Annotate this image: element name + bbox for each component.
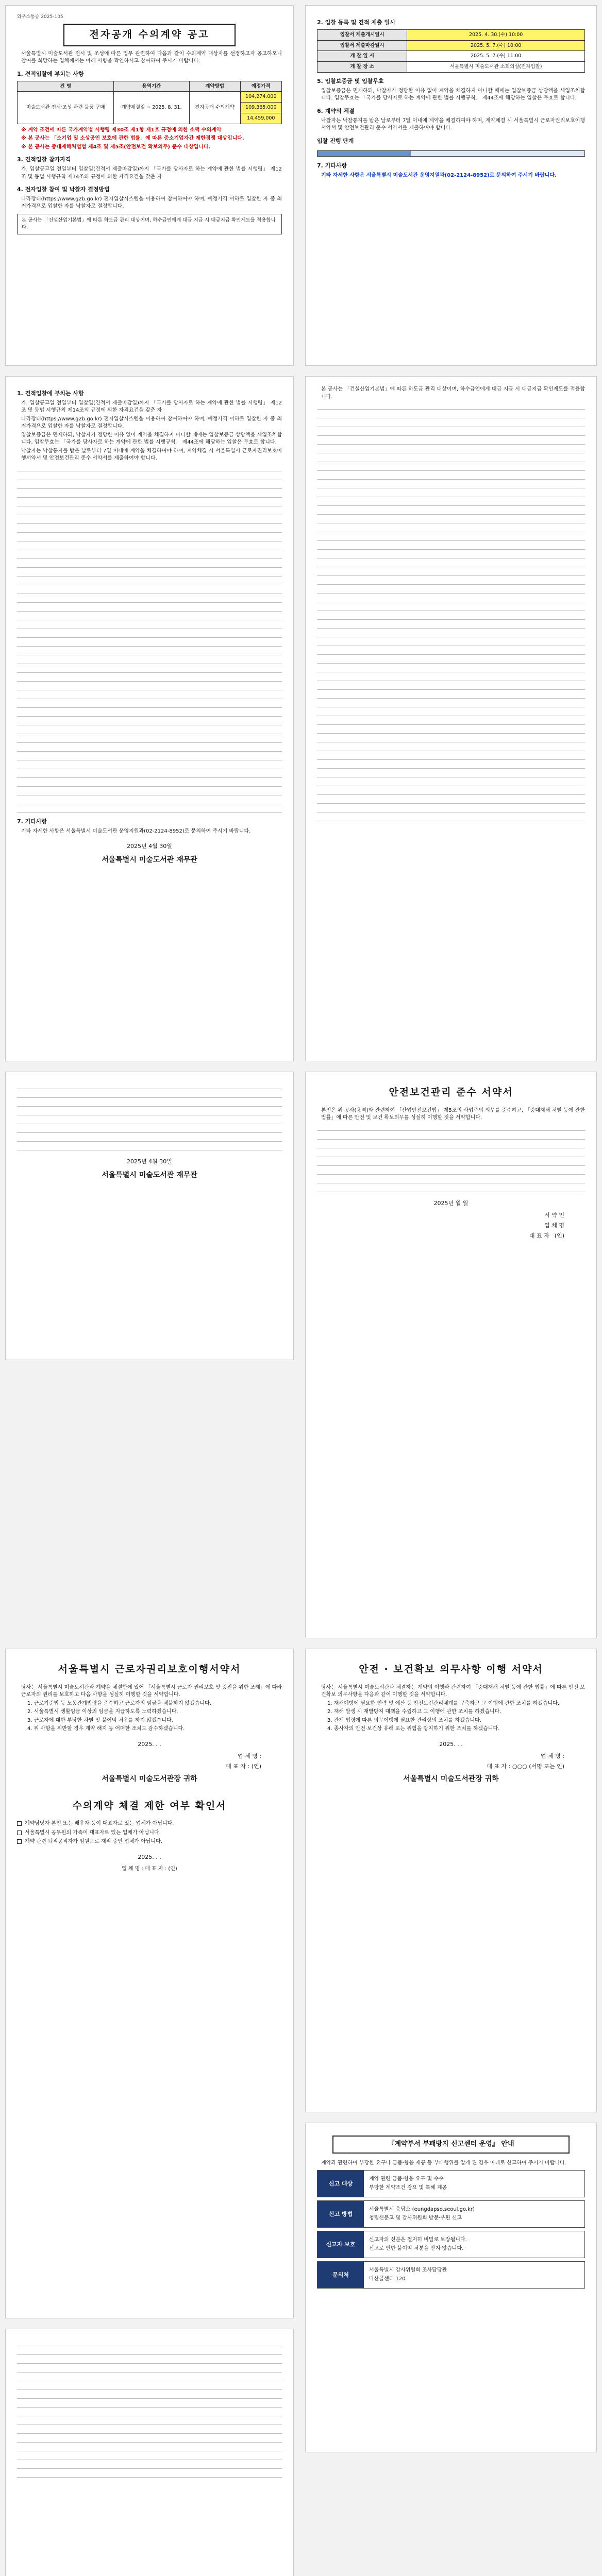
notice-closing-sheet xyxy=(5,1072,294,1360)
health-rep-row xyxy=(338,1762,564,1771)
schedule-table xyxy=(317,29,585,73)
section-7-text-repeat: 기타 자세한 사항은 서울특별시 미술도서관 운영지원과(02-2124-8952)로 문의하여 주시기 바랍니다. xyxy=(21,828,251,834)
bid-table-header-cell: 용역기간 xyxy=(114,81,189,92)
guide-intro: 계약과 관련하여 부당한 요구나 금품·향응 제공 등 부패행위를 알게 된 경우 아래로 신고하여 주시기 바랍니다. xyxy=(321,2160,566,2166)
labor-pledge-sheet xyxy=(5,1649,294,2318)
labor-pledge-title: 서울특별시 근로자권리보호이행서약서 xyxy=(58,1664,241,1675)
notice-title: 전자공개 수의계약 공고 xyxy=(63,24,236,46)
checkbox-icon[interactable] xyxy=(17,1839,22,1844)
section-3-title: 3. 견적입찰 참가자격 xyxy=(17,156,71,163)
table-row xyxy=(317,29,585,40)
closing-date: 2025년 4월 30일 xyxy=(127,843,172,850)
doc-number: 와우소통승 2025-105 xyxy=(17,14,63,20)
table-cell: 서울특별시 미술도서관 소회의실(전자입찰) xyxy=(407,62,585,73)
guide-row xyxy=(317,2170,585,2197)
section-7-title-repeat: 7. 기타사항 xyxy=(17,818,47,825)
section-5-title: 5. 입찰보증금 및 입찰무효 xyxy=(317,78,384,84)
guide-row xyxy=(317,2200,585,2228)
guide-row-value xyxy=(364,2171,584,2197)
labor-item: 1. 근로기준법 등 노동관계법령을 준수하고 근로자의 임금을 체불하지 않겠습니다. xyxy=(27,1700,211,1706)
safety-signer-label: 서 약 인 xyxy=(544,1212,564,1219)
health-addressee: 서울특별시 미술도서관장 귀하 xyxy=(403,1775,499,1784)
health-pledge-sheet xyxy=(305,1649,597,2112)
section-3-text: 가. 입찰공고일 전일부터 입찰일(견적서 제출마감일)까지 「국가를 당사자로 하는 계약에 관한 법률 시행령」 제12조 및 동법 시행규칙 제14조의 규정에 의한 자격요건을 갖춘 자 xyxy=(21,166,282,180)
note-2: ※ 본 공사는 「소기업 및 소상공인 보호에 관한 법률」에 따른 중소기업자간 제한경쟁 대상입니다. xyxy=(21,135,244,142)
body-text-lines xyxy=(317,1124,585,1192)
guide-row-value xyxy=(364,2201,584,2227)
table-cell: 입찰서 제출개시일시 xyxy=(317,29,407,40)
guide-title: 『계약부서 부패방지 신고센터 운영』 안내 xyxy=(332,2136,570,2154)
section-7-text: 기타 자세한 사항은 서울특별시 미술도서관 운영지원과(02-2124-8952)로 문의하여 주시기 바랍니다. xyxy=(321,172,557,178)
section-6-text: 낙찰자는 낙찰통지를 받은 날로부터 7일 이내에 계약을 체결하여야 하며, 계약체결 시 서울특별시 근로자권리보호이행서약서 및 안전보건관리 준수 서약서를 제출하여야 합니다. xyxy=(321,117,585,131)
health-pledge-title: 안전 · 보건확보 의무사항 이행 서약서 xyxy=(359,1664,543,1675)
safety-rep-row xyxy=(338,1232,564,1240)
body-text-lines xyxy=(17,2339,282,2478)
closing-org: 서울특별시 미술도서관 재무관 xyxy=(102,856,197,865)
closing-org-2: 서울특별시 미술도서관 재무관 xyxy=(102,1171,197,1179)
section-6-text-repeat: 낙찰자는 낙찰통지를 받은 날로부터 7일 이내에 계약을 체결하여야 하며, 계약체결 시 서울특별시 근로자권리보호이행서약서 및 안전보건관리 준수 서약서를 제출하여야 합니다. xyxy=(21,448,282,462)
labor-item: 2. 서울특별시 생활임금 이상의 임금을 지급하도록 노력하겠습니다. xyxy=(27,1709,178,1715)
section-4-text: 나라장터(https://www.g2b.go.kr) 전자입찰시스템을 이용하여 참여하여야 하며, 예정가격 이하로 입찰한 자 중 최저가격으로 입찰한 자를 낙찰자로 결정합니다. xyxy=(21,196,282,210)
notice-appendix-sheet xyxy=(5,2329,294,2576)
safety-pledge-title: 안전보건관리 준수 서약서 xyxy=(389,1087,513,1098)
checklist-date: 2025. . . xyxy=(138,1853,161,1860)
health-company-label: 업 체 명 : xyxy=(540,1753,564,1760)
guide-line: 신고로 인한 불이익 처분을 받지 않습니다. xyxy=(369,2245,464,2251)
section-5-text-repeat: 입찰보증금은 면제하되, 낙찰자가 정당한 이유 없이 계약을 체결하지 아니할 때에는 입찰보증금 상당액을 세입조치합니다. 입찰무효는 「국가를 당사자로 하는 계약에 관한 법률 시행규칙」 제44조에 해당하는 입찰은 무효로 합니다. xyxy=(21,432,282,446)
guide-line: 서울특별시 응답소 (eungdapso.seoul.go.kr) xyxy=(369,2207,475,2213)
health-item: 1. 재해예방에 필요한 인력 및 예산 등 안전보건관리체계를 구축하고 그 이행에 관한 조치를 하겠습니다. xyxy=(327,1700,560,1706)
checklist-item-label: 계약담당자 본인 또는 배우자 등이 대표자로 있는 업체가 아닙니다. xyxy=(25,1821,174,1827)
section-5-text: 입찰보증금은 면제하되, 낙찰자가 정당한 이유 없이 계약을 체결하지 아니할 때에는 입찰보증금 상당액을 세입조치합니다. 입찰무효는 「국가를 당사자로 하는 계약에 관한 법률 시행규칙」 제44조에 해당하는 입찰은 무효로 합니다. xyxy=(321,88,585,101)
table-cell: 미술도서관 전시·조성 관련 물품 구매 xyxy=(18,92,114,124)
checklist-item[interactable] xyxy=(17,1838,282,1846)
guide-line: 신고자의 신분은 철저히 비밀로 보장됩니다. xyxy=(369,2237,467,2243)
safety-signer-row xyxy=(338,1211,564,1219)
section-3-text-repeat: 가. 입찰공고일 전일부터 입찰일(견적서 제출마감일)까지 「국가를 당사자로 하는 계약에 관한 법률 시행령」 제12조 및 동법 시행규칙 제14조의 규정에 의한 자격요건을 갖춘 자 xyxy=(21,400,282,414)
notice-page-2 xyxy=(305,5,597,366)
health-item: 2. 재해 발생 시 재발방지 대책을 수립하고 그 이행에 관한 조치를 하겠습니다. xyxy=(327,1709,501,1715)
table-row xyxy=(317,51,585,62)
bid-table-header-cell: 예정가격 xyxy=(240,81,281,92)
table-cell: 2025. 5. 7.(수) 10:00 xyxy=(407,40,585,51)
guide-line: 부당한 계약조건 강요 및 특혜 제공 xyxy=(369,2184,447,2191)
notice-box xyxy=(17,214,282,234)
seal-mark: (인) xyxy=(554,1232,564,1240)
body-text-lines xyxy=(317,402,585,821)
anti-corruption-guide-sheet xyxy=(305,2123,597,2452)
labor-rep-row xyxy=(38,1762,261,1771)
safety-rep-label: 대 표 자 xyxy=(529,1232,549,1240)
labor-item: 3. 근로자에 대한 부당한 차별 및 불이익 처우를 하지 않겠습니다. xyxy=(27,1717,173,1723)
table-row xyxy=(317,62,585,73)
section-6-title: 6. 계약의 체결 xyxy=(317,107,355,114)
section-4-text-repeat: 나라장터(https://www.g2b.go.kr) 전자입찰시스템을 이용하여 참여하여야 하며, 예정가격 이하로 입찰한 자 중 최저가격으로 입찰한 자를 낙찰자로 결정합니다. xyxy=(21,416,282,430)
health-item: 3. 관계 법령에 따른 의무이행에 필요한 관리상의 조치를 하겠습니다. xyxy=(327,1717,481,1723)
guide-line: 청렴신문고 및 감사위원회 방문·우편 신고 xyxy=(369,2215,462,2221)
table-cell: 개 찰 일 시 xyxy=(317,51,407,62)
notice-page-4 xyxy=(305,376,597,1061)
notice-page-1 xyxy=(5,5,294,366)
note-3: ※ 본 공사는 중대재해처벌법 제4조 및 제5조(안전보건 확보의무) 준수 대상입니다. xyxy=(21,144,211,150)
notice-box-text-repeat: 본 공사는 「건설산업기본법」에 따른 하도급 관리 대상이며, 하수급인에게 대금 지급 시 대금지급 확인제도를 적용합니다. xyxy=(321,386,585,400)
table-cell: 2025. 5. 7.(수) 11:00 xyxy=(407,51,585,62)
notice-box-text: 본 공사는 「건설산업기본법」에 따른 하도급 관리 대상이며, 하수급인에게 대금 지급 시 대금지급 확인제도를 적용합니다. xyxy=(22,217,276,230)
labor-pledge-date: 2025. . . xyxy=(138,1740,161,1748)
labor-company-row xyxy=(38,1752,261,1760)
guide-line: 계약 관련 금품·향응 요구 및 수수 xyxy=(369,2176,444,2182)
guide-row-key: 문의처 xyxy=(317,2262,364,2288)
labor-item: 4. 위 사항을 위반할 경우 계약 해지 등 어떠한 조치도 감수하겠습니다. xyxy=(27,1726,185,1732)
checklist-item[interactable] xyxy=(17,1820,282,1828)
table-cell: 109,365,000 xyxy=(240,103,281,113)
guide-row-key: 신고자 보호 xyxy=(317,2231,364,2258)
notice-page-3 xyxy=(5,376,294,1061)
safety-pledge-date: 2025년 월 일 xyxy=(433,1199,469,1207)
health-pledge-date: 2025. . . xyxy=(439,1740,463,1748)
bid-table-header xyxy=(18,81,282,92)
table-cell: 전자공개 수의계약 xyxy=(189,92,240,124)
guide-row xyxy=(317,2261,585,2289)
checklist-title: 수의계약 체결 제한 여부 확인서 xyxy=(72,1800,227,1811)
guide-row-value xyxy=(364,2231,584,2258)
health-pledge-body: 당사는 서울특별시 미술도서관과 체결하는 계약의 이행과 관련하여 「중대재해 처벌 등에 관한 법률」에 따른 안전·보건확보 의무사항을 다음과 같이 이행할 것을 서약합니다. xyxy=(321,1684,585,1698)
guide-row-key: 신고 방법 xyxy=(317,2201,364,2227)
section-2-title: 2. 입찰 등록 및 견적 제출 일시 xyxy=(317,19,395,26)
safety-pledge-body: 본인은 위 공사(용역)와 관련하여 「산업안전보건법」 제5조의 사업주의 의무를 준수하고, 「중대재해 처벌 등에 관한 법률」에 따른 안전 및 보건 확보의무를 성실히 이행할 것을 서약합니다. xyxy=(321,1107,585,1121)
labor-pledge-body: 당사는 서울특별시 미술도서관과 계약을 체결함에 있어 「서울특별시 근로자 권리보호 및 증진을 위한 조례」에 따라 근로자의 권리를 보호하고 다음 사항을 성실히 이행할 것을 서약합니다. xyxy=(21,1684,282,1698)
table-cell: 입찰서 제출마감일시 xyxy=(317,40,407,51)
checklist-item[interactable] xyxy=(17,1829,282,1837)
health-rep-label: 대 표 자 : ○○○ (서명 또는 인) xyxy=(487,1763,564,1770)
notice-intro: 서울특별시 미술도서관 전시 및 조성에 따른 업무 관련하여 다음과 같이 수의계약 대상자를 선정하고자 공고하오니 참여를 희망하는 업체께서는 아래 사항을 확인하시고 참여하여 주시기 바랍니다. xyxy=(21,50,282,64)
closing-date-2: 2025년 4월 30일 xyxy=(127,1158,172,1165)
bid-table xyxy=(17,81,282,124)
section-1-title-repeat: 1. 견적입찰에 부치는 사항 xyxy=(17,390,84,397)
table-cell: 계약체결일 ~ 2025. 8. 31. xyxy=(114,92,189,124)
guide-line: 다산콜센터 120 xyxy=(369,2276,406,2282)
checkbox-icon[interactable] xyxy=(17,1831,22,1835)
table-cell: 104,274,000 xyxy=(240,92,281,103)
checkbox-icon[interactable] xyxy=(17,1821,22,1826)
checklist-item-label: 서울특별시 공무원의 가족이 대표자로 있는 업체가 아닙니다. xyxy=(25,1829,161,1836)
guide-line: 서울특별시 감사위원회 조사담당관 xyxy=(369,2267,447,2274)
schedule-progress-fill xyxy=(317,151,411,156)
checklist-signer: 업 체 명 : 대 표 자 : (인) xyxy=(122,1866,177,1872)
bid-table-header-cell: 건 명 xyxy=(18,81,114,92)
labor-rep-label: 대 표 자 : (인) xyxy=(226,1763,261,1770)
safety-company-label: 업 체 명 xyxy=(544,1222,564,1229)
body-text-lines xyxy=(17,464,282,813)
safety-company-row xyxy=(338,1222,564,1230)
schedule-label: 입찰 진행 단계 xyxy=(317,137,354,144)
guide-row-value xyxy=(364,2262,584,2288)
section-4-title: 4. 전자입찰 참여 및 낙찰자 결정방법 xyxy=(17,186,110,193)
section-7-title: 7. 기타사항 xyxy=(317,162,347,169)
section-1-title: 1. 견적입찰에 부치는 사항 xyxy=(17,70,84,77)
table-cell: 개 찰 장 소 xyxy=(317,62,407,73)
table-cell: 2025. 4. 30.(수) 10:00 xyxy=(407,29,585,40)
table-cell: 14,459,000 xyxy=(240,113,281,124)
labor-company-label: 업 체 명 : xyxy=(237,1753,261,1760)
table-row xyxy=(317,40,585,51)
safety-pledge-sheet xyxy=(305,1072,597,1638)
health-item: 4. 종사자의 안전·보건상 유해 또는 위험을 방지하기 위한 조치를 하겠습니다. xyxy=(327,1726,500,1732)
table-row xyxy=(18,92,282,103)
health-company-row xyxy=(338,1752,564,1760)
guide-row xyxy=(317,2231,585,2258)
checklist-item-label: 계약 관련 퇴직공직자가 임원으로 재직 중인 업체가 아닙니다. xyxy=(25,1839,162,1845)
schedule-progress-bar xyxy=(317,150,585,157)
note-1: ※ 계약 조건에 따른 국가계약법 시행령 제30조 제1항 제1호 규정에 의한 소액 수의계약 xyxy=(21,127,222,133)
bid-table-header-cell: 계약방법 xyxy=(189,81,240,92)
guide-row-key: 신고 대상 xyxy=(317,2171,364,2197)
labor-addressee: 서울특별시 미술도서관장 귀하 xyxy=(102,1775,197,1784)
body-text-lines xyxy=(17,1082,282,1150)
